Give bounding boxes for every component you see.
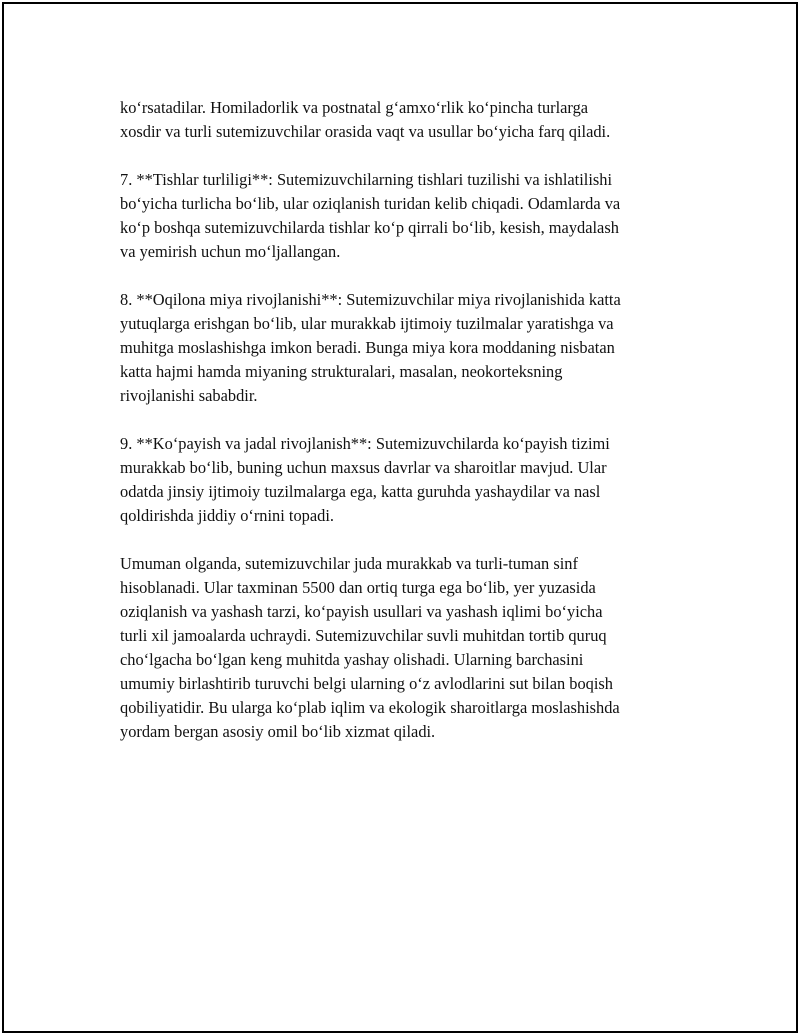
document-page bbox=[2, 2, 798, 1033]
paragraph-item-8: 8. **Oqilona miya rivojlanishi**: Sutemizuvchilar miya rivojlanishida katta yutuqlarga erishgan bo‘lib, ular murakkab ijtimoiy tuzilmalar yaratishga va muhitga moslashishga imkon beradi. Bunga miya kora moddaning nisbatan katta hajmi hamda miyaning strukturalari, masalan, neokorteksning rivojlanishi sababdir. bbox=[120, 290, 621, 405]
paragraph-summary: Umuman olganda, sutemizuvchilar juda murakkab va turli-tuman sinf hisoblanadi. Ular taxminan 5500 dan ortiq turga ega bo‘lib, yer yuzasida oziqlanish va yashash tarzi, ko‘payish usullari va yashash iqlimi bo‘yicha turli xil jamoalarda uchraydi. Sutemizuvchilar suvli muhitdan tortib quruq cho‘lgacha bo‘lgan keng muhitda yashay olishadi. Ularning barchasini umumiy birlashtirib turuvchi belgi ularning o‘z avlodlarini sut bilan boqish qobiliyatidir. Bu ularga ko‘plab iqlim va ekologik sharoitlarga moslashishda yordam bergan asosiy omil bo‘lib xizmat qiladi. bbox=[120, 554, 620, 741]
paragraph-item-9: 9. **Ko‘payish va jadal rivojlanish**: Sutemizuvchilarda ko‘payish tizimi murakkab bo‘lib, buning uchun maxsus davrlar va sharoitlar mavjud. Ular odatda jinsiy ijtimoiy tuzilmalarga ega, katta guruhda yashaydilar va nasl qoldirishda jiddiy o‘rnini topadi. bbox=[120, 434, 610, 525]
paragraph-item-7: 7. **Tishlar turliligi**: Sutemizuvchilarning tishlari tuzilishi va ishlatilishi bo‘yicha turlicha bo‘lib, ular oziqlanish turidan kelib chiqadi. Odamlarda va ko‘p boshqa sutemizuvchilarda tishlar ko‘p qirrali bo‘lib, kesish, maydalash va yemirish uchun mo‘ljallangan. bbox=[120, 170, 621, 261]
page-body bbox=[120, 96, 688, 768]
paragraph-continuation: ko‘rsatadilar. Homiladorlik va postnatal g‘amxo‘rlik ko‘pincha turlarga xosdir va turli sutemizuvchilar orasida vaqt va usullar bo‘yicha farq qiladi. bbox=[120, 98, 611, 141]
